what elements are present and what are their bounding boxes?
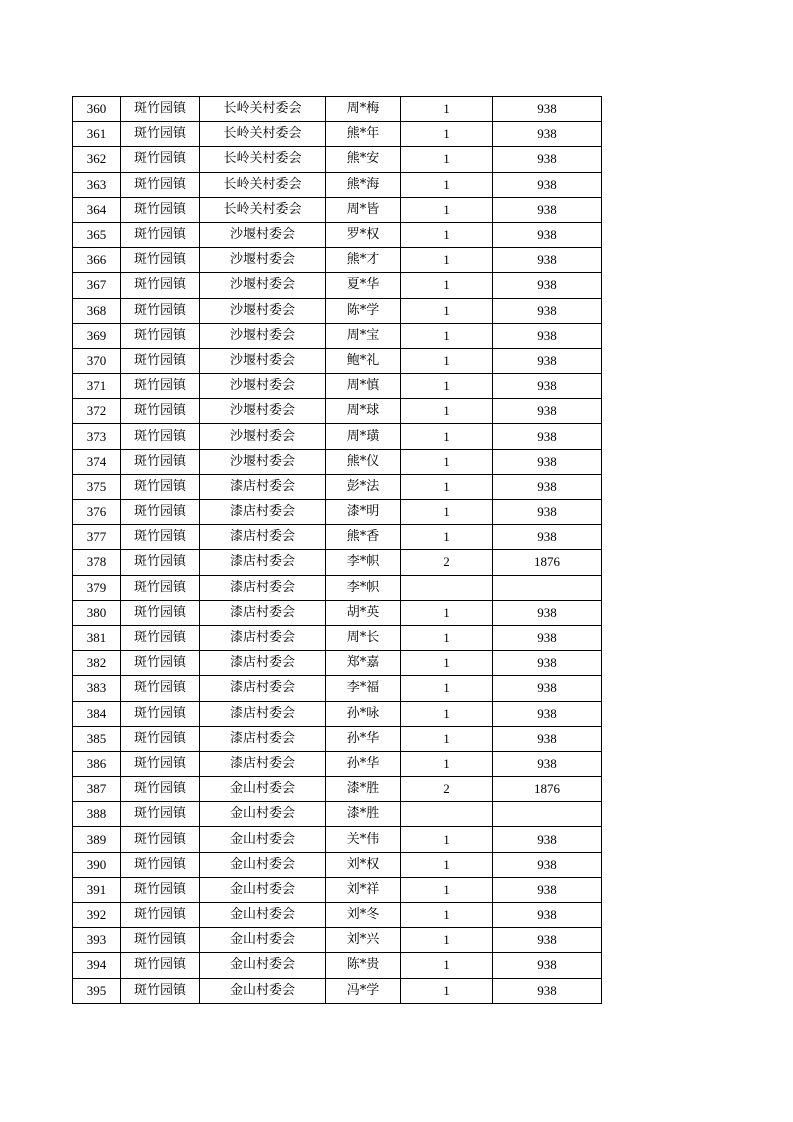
name-cell: 孙*华 xyxy=(326,726,401,751)
town-cell: 斑竹园镇 xyxy=(121,651,200,676)
name-cell: 熊*仪 xyxy=(326,449,401,474)
table-row xyxy=(73,751,602,776)
village-committee-cell: 金山村委会 xyxy=(200,852,326,877)
town-cell: 斑竹园镇 xyxy=(121,751,200,776)
name-cell: 刘*兴 xyxy=(326,928,401,953)
serial-number-cell: 360 xyxy=(73,97,121,122)
count-cell xyxy=(401,802,493,827)
town-cell: 斑竹园镇 xyxy=(121,928,200,953)
serial-number-cell: 387 xyxy=(73,777,121,802)
town-cell: 斑竹园镇 xyxy=(121,575,200,600)
table-row xyxy=(73,197,602,222)
village-committee-cell: 金山村委会 xyxy=(200,978,326,1003)
name-cell: 周*慎 xyxy=(326,374,401,399)
count-cell: 1 xyxy=(401,97,493,122)
serial-number-cell: 378 xyxy=(73,550,121,575)
town-cell: 斑竹园镇 xyxy=(121,676,200,701)
serial-number-cell: 375 xyxy=(73,474,121,499)
amount-cell: 938 xyxy=(493,323,602,348)
town-cell: 斑竹园镇 xyxy=(121,172,200,197)
amount-cell: 938 xyxy=(493,474,602,499)
town-cell: 斑竹园镇 xyxy=(121,903,200,928)
town-cell: 斑竹园镇 xyxy=(121,701,200,726)
village-committee-cell: 长岭关村委会 xyxy=(200,97,326,122)
name-cell: 刘*权 xyxy=(326,852,401,877)
table-row xyxy=(73,978,602,1003)
village-committee-cell: 沙堰村委会 xyxy=(200,298,326,323)
village-committee-cell: 沙堰村委会 xyxy=(200,222,326,247)
serial-number-cell: 383 xyxy=(73,676,121,701)
amount-cell: 938 xyxy=(493,600,602,625)
town-cell: 斑竹园镇 xyxy=(121,273,200,298)
serial-number-cell: 384 xyxy=(73,701,121,726)
town-cell: 斑竹园镇 xyxy=(121,625,200,650)
town-cell: 斑竹园镇 xyxy=(121,877,200,902)
name-cell: 李*帜 xyxy=(326,575,401,600)
village-committee-cell: 漆店村委会 xyxy=(200,751,326,776)
count-cell: 1 xyxy=(401,525,493,550)
village-committee-cell: 漆店村委会 xyxy=(200,726,326,751)
table-row xyxy=(73,852,602,877)
table-row xyxy=(73,374,602,399)
name-cell: 熊*安 xyxy=(326,147,401,172)
amount-cell: 938 xyxy=(493,903,602,928)
town-cell: 斑竹园镇 xyxy=(121,474,200,499)
town-cell: 斑竹园镇 xyxy=(121,222,200,247)
town-cell: 斑竹园镇 xyxy=(121,147,200,172)
table-row xyxy=(73,802,602,827)
serial-number-cell: 392 xyxy=(73,903,121,928)
table-row xyxy=(73,474,602,499)
amount-cell xyxy=(493,802,602,827)
table-row xyxy=(73,172,602,197)
count-cell: 1 xyxy=(401,348,493,373)
village-committee-cell: 长岭关村委会 xyxy=(200,147,326,172)
table-row xyxy=(73,726,602,751)
serial-number-cell: 362 xyxy=(73,147,121,172)
name-cell: 刘*祥 xyxy=(326,877,401,902)
serial-number-cell: 366 xyxy=(73,248,121,273)
serial-number-cell: 365 xyxy=(73,222,121,247)
serial-number-cell: 363 xyxy=(73,172,121,197)
village-committee-cell: 沙堰村委会 xyxy=(200,323,326,348)
amount-cell xyxy=(493,575,602,600)
table-row xyxy=(73,399,602,424)
amount-cell: 938 xyxy=(493,500,602,525)
name-cell: 周*长 xyxy=(326,625,401,650)
serial-number-cell: 373 xyxy=(73,424,121,449)
name-cell: 周*宝 xyxy=(326,323,401,348)
amount-cell: 938 xyxy=(493,449,602,474)
table-row xyxy=(73,676,602,701)
amount-cell: 938 xyxy=(493,928,602,953)
table-row xyxy=(73,97,602,122)
amount-cell: 938 xyxy=(493,298,602,323)
name-cell: 熊*才 xyxy=(326,248,401,273)
town-cell: 斑竹园镇 xyxy=(121,122,200,147)
count-cell: 1 xyxy=(401,374,493,399)
village-committee-cell: 漆店村委会 xyxy=(200,474,326,499)
village-committee-cell: 金山村委会 xyxy=(200,802,326,827)
name-cell: 彭*法 xyxy=(326,474,401,499)
name-cell: 鲍*礼 xyxy=(326,348,401,373)
amount-cell: 938 xyxy=(493,399,602,424)
village-committee-cell: 金山村委会 xyxy=(200,953,326,978)
name-cell: 周*璜 xyxy=(326,424,401,449)
town-cell: 斑竹园镇 xyxy=(121,550,200,575)
name-cell: 漆*胜 xyxy=(326,802,401,827)
name-cell: 漆*胜 xyxy=(326,777,401,802)
serial-number-cell: 386 xyxy=(73,751,121,776)
count-cell: 1 xyxy=(401,323,493,348)
name-cell: 孙*咏 xyxy=(326,701,401,726)
amount-cell: 938 xyxy=(493,122,602,147)
count-cell: 1 xyxy=(401,298,493,323)
table-row xyxy=(73,424,602,449)
count-cell: 1 xyxy=(401,474,493,499)
town-cell: 斑竹园镇 xyxy=(121,827,200,852)
name-cell: 熊*香 xyxy=(326,525,401,550)
town-cell: 斑竹园镇 xyxy=(121,424,200,449)
serial-number-cell: 381 xyxy=(73,625,121,650)
records-table-body xyxy=(73,97,602,1004)
count-cell: 1 xyxy=(401,827,493,852)
village-committee-cell: 金山村委会 xyxy=(200,827,326,852)
village-committee-cell: 漆店村委会 xyxy=(200,525,326,550)
town-cell: 斑竹园镇 xyxy=(121,399,200,424)
table-row xyxy=(73,600,602,625)
serial-number-cell: 380 xyxy=(73,600,121,625)
count-cell: 1 xyxy=(401,600,493,625)
count-cell: 1 xyxy=(401,273,493,298)
amount-cell: 938 xyxy=(493,625,602,650)
count-cell: 1 xyxy=(401,928,493,953)
count-cell: 1 xyxy=(401,676,493,701)
count-cell: 2 xyxy=(401,777,493,802)
serial-number-cell: 369 xyxy=(73,323,121,348)
village-committee-cell: 漆店村委会 xyxy=(200,701,326,726)
town-cell: 斑竹园镇 xyxy=(121,500,200,525)
village-committee-cell: 金山村委会 xyxy=(200,903,326,928)
town-cell: 斑竹园镇 xyxy=(121,953,200,978)
table-row xyxy=(73,953,602,978)
table-row xyxy=(73,777,602,802)
records-table xyxy=(72,96,602,1004)
amount-cell: 938 xyxy=(493,374,602,399)
name-cell: 周*球 xyxy=(326,399,401,424)
name-cell: 胡*英 xyxy=(326,600,401,625)
serial-number-cell: 372 xyxy=(73,399,121,424)
count-cell: 1 xyxy=(401,500,493,525)
town-cell: 斑竹园镇 xyxy=(121,777,200,802)
amount-cell: 938 xyxy=(493,701,602,726)
village-committee-cell: 漆店村委会 xyxy=(200,625,326,650)
amount-cell: 938 xyxy=(493,348,602,373)
town-cell: 斑竹园镇 xyxy=(121,348,200,373)
table-row xyxy=(73,525,602,550)
village-committee-cell: 沙堰村委会 xyxy=(200,348,326,373)
village-committee-cell: 金山村委会 xyxy=(200,777,326,802)
serial-number-cell: 393 xyxy=(73,928,121,953)
name-cell: 刘*冬 xyxy=(326,903,401,928)
amount-cell: 938 xyxy=(493,424,602,449)
count-cell: 1 xyxy=(401,625,493,650)
town-cell: 斑竹园镇 xyxy=(121,298,200,323)
village-committee-cell: 漆店村委会 xyxy=(200,676,326,701)
name-cell: 陈*贵 xyxy=(326,953,401,978)
count-cell: 1 xyxy=(401,248,493,273)
name-cell: 关*伟 xyxy=(326,827,401,852)
table-row xyxy=(73,298,602,323)
name-cell: 郑*嘉 xyxy=(326,651,401,676)
name-cell: 孙*华 xyxy=(326,751,401,776)
table-row xyxy=(73,928,602,953)
serial-number-cell: 374 xyxy=(73,449,121,474)
village-committee-cell: 漆店村委会 xyxy=(200,500,326,525)
serial-number-cell: 364 xyxy=(73,197,121,222)
name-cell: 周*皆 xyxy=(326,197,401,222)
count-cell: 1 xyxy=(401,751,493,776)
amount-cell: 938 xyxy=(493,97,602,122)
amount-cell: 938 xyxy=(493,676,602,701)
table-row xyxy=(73,449,602,474)
table-row xyxy=(73,701,602,726)
count-cell: 1 xyxy=(401,701,493,726)
village-committee-cell: 金山村委会 xyxy=(200,928,326,953)
amount-cell: 938 xyxy=(493,978,602,1003)
name-cell: 周*梅 xyxy=(326,97,401,122)
amount-cell: 938 xyxy=(493,197,602,222)
name-cell: 夏*华 xyxy=(326,273,401,298)
serial-number-cell: 391 xyxy=(73,877,121,902)
village-committee-cell: 长岭关村委会 xyxy=(200,172,326,197)
table-row xyxy=(73,248,602,273)
serial-number-cell: 382 xyxy=(73,651,121,676)
amount-cell: 938 xyxy=(493,147,602,172)
count-cell: 1 xyxy=(401,424,493,449)
amount-cell: 1876 xyxy=(493,550,602,575)
count-cell: 1 xyxy=(401,726,493,751)
count-cell: 1 xyxy=(401,877,493,902)
count-cell: 1 xyxy=(401,978,493,1003)
name-cell: 李*福 xyxy=(326,676,401,701)
table-row xyxy=(73,500,602,525)
table-row xyxy=(73,651,602,676)
amount-cell: 938 xyxy=(493,751,602,776)
village-committee-cell: 长岭关村委会 xyxy=(200,197,326,222)
village-committee-cell: 漆店村委会 xyxy=(200,651,326,676)
village-committee-cell: 沙堰村委会 xyxy=(200,424,326,449)
amount-cell: 938 xyxy=(493,248,602,273)
amount-cell: 938 xyxy=(493,827,602,852)
count-cell: 1 xyxy=(401,222,493,247)
town-cell: 斑竹园镇 xyxy=(121,449,200,474)
table-row xyxy=(73,827,602,852)
amount-cell: 938 xyxy=(493,852,602,877)
village-committee-cell: 沙堰村委会 xyxy=(200,399,326,424)
serial-number-cell: 379 xyxy=(73,575,121,600)
serial-number-cell: 376 xyxy=(73,500,121,525)
serial-number-cell: 367 xyxy=(73,273,121,298)
serial-number-cell: 361 xyxy=(73,122,121,147)
town-cell: 斑竹园镇 xyxy=(121,248,200,273)
amount-cell: 938 xyxy=(493,651,602,676)
table-row xyxy=(73,348,602,373)
town-cell: 斑竹园镇 xyxy=(121,802,200,827)
town-cell: 斑竹园镇 xyxy=(121,197,200,222)
town-cell: 斑竹园镇 xyxy=(121,600,200,625)
serial-number-cell: 389 xyxy=(73,827,121,852)
village-committee-cell: 沙堰村委会 xyxy=(200,248,326,273)
count-cell xyxy=(401,575,493,600)
serial-number-cell: 390 xyxy=(73,852,121,877)
name-cell: 熊*年 xyxy=(326,122,401,147)
table-row xyxy=(73,273,602,298)
count-cell: 1 xyxy=(401,172,493,197)
table-row xyxy=(73,550,602,575)
village-committee-cell: 漆店村委会 xyxy=(200,575,326,600)
count-cell: 1 xyxy=(401,399,493,424)
table-row xyxy=(73,625,602,650)
name-cell: 陈*学 xyxy=(326,298,401,323)
amount-cell: 1876 xyxy=(493,777,602,802)
amount-cell: 938 xyxy=(493,172,602,197)
serial-number-cell: 385 xyxy=(73,726,121,751)
table-row xyxy=(73,122,602,147)
count-cell: 1 xyxy=(401,147,493,172)
village-committee-cell: 沙堰村委会 xyxy=(200,449,326,474)
serial-number-cell: 394 xyxy=(73,953,121,978)
table-row xyxy=(73,575,602,600)
village-committee-cell: 沙堰村委会 xyxy=(200,273,326,298)
count-cell: 2 xyxy=(401,550,493,575)
village-committee-cell: 沙堰村委会 xyxy=(200,374,326,399)
town-cell: 斑竹园镇 xyxy=(121,852,200,877)
table-row xyxy=(73,903,602,928)
count-cell: 1 xyxy=(401,197,493,222)
amount-cell: 938 xyxy=(493,525,602,550)
amount-cell: 938 xyxy=(493,726,602,751)
count-cell: 1 xyxy=(401,903,493,928)
serial-number-cell: 368 xyxy=(73,298,121,323)
town-cell: 斑竹园镇 xyxy=(121,525,200,550)
town-cell: 斑竹园镇 xyxy=(121,374,200,399)
name-cell: 冯*学 xyxy=(326,978,401,1003)
amount-cell: 938 xyxy=(493,273,602,298)
count-cell: 1 xyxy=(401,953,493,978)
serial-number-cell: 395 xyxy=(73,978,121,1003)
amount-cell: 938 xyxy=(493,222,602,247)
table-row xyxy=(73,877,602,902)
town-cell: 斑竹园镇 xyxy=(121,978,200,1003)
village-committee-cell: 漆店村委会 xyxy=(200,550,326,575)
name-cell: 罗*权 xyxy=(326,222,401,247)
table-row xyxy=(73,323,602,348)
village-committee-cell: 漆店村委会 xyxy=(200,600,326,625)
name-cell: 李*帜 xyxy=(326,550,401,575)
count-cell: 1 xyxy=(401,122,493,147)
serial-number-cell: 388 xyxy=(73,802,121,827)
amount-cell: 938 xyxy=(493,953,602,978)
name-cell: 熊*海 xyxy=(326,172,401,197)
amount-cell: 938 xyxy=(493,877,602,902)
name-cell: 漆*明 xyxy=(326,500,401,525)
town-cell: 斑竹园镇 xyxy=(121,97,200,122)
serial-number-cell: 371 xyxy=(73,374,121,399)
count-cell: 1 xyxy=(401,852,493,877)
table-row xyxy=(73,147,602,172)
village-committee-cell: 长岭关村委会 xyxy=(200,122,326,147)
count-cell: 1 xyxy=(401,651,493,676)
serial-number-cell: 377 xyxy=(73,525,121,550)
table-row xyxy=(73,222,602,247)
count-cell: 1 xyxy=(401,449,493,474)
town-cell: 斑竹园镇 xyxy=(121,726,200,751)
serial-number-cell: 370 xyxy=(73,348,121,373)
village-committee-cell: 金山村委会 xyxy=(200,877,326,902)
town-cell: 斑竹园镇 xyxy=(121,323,200,348)
